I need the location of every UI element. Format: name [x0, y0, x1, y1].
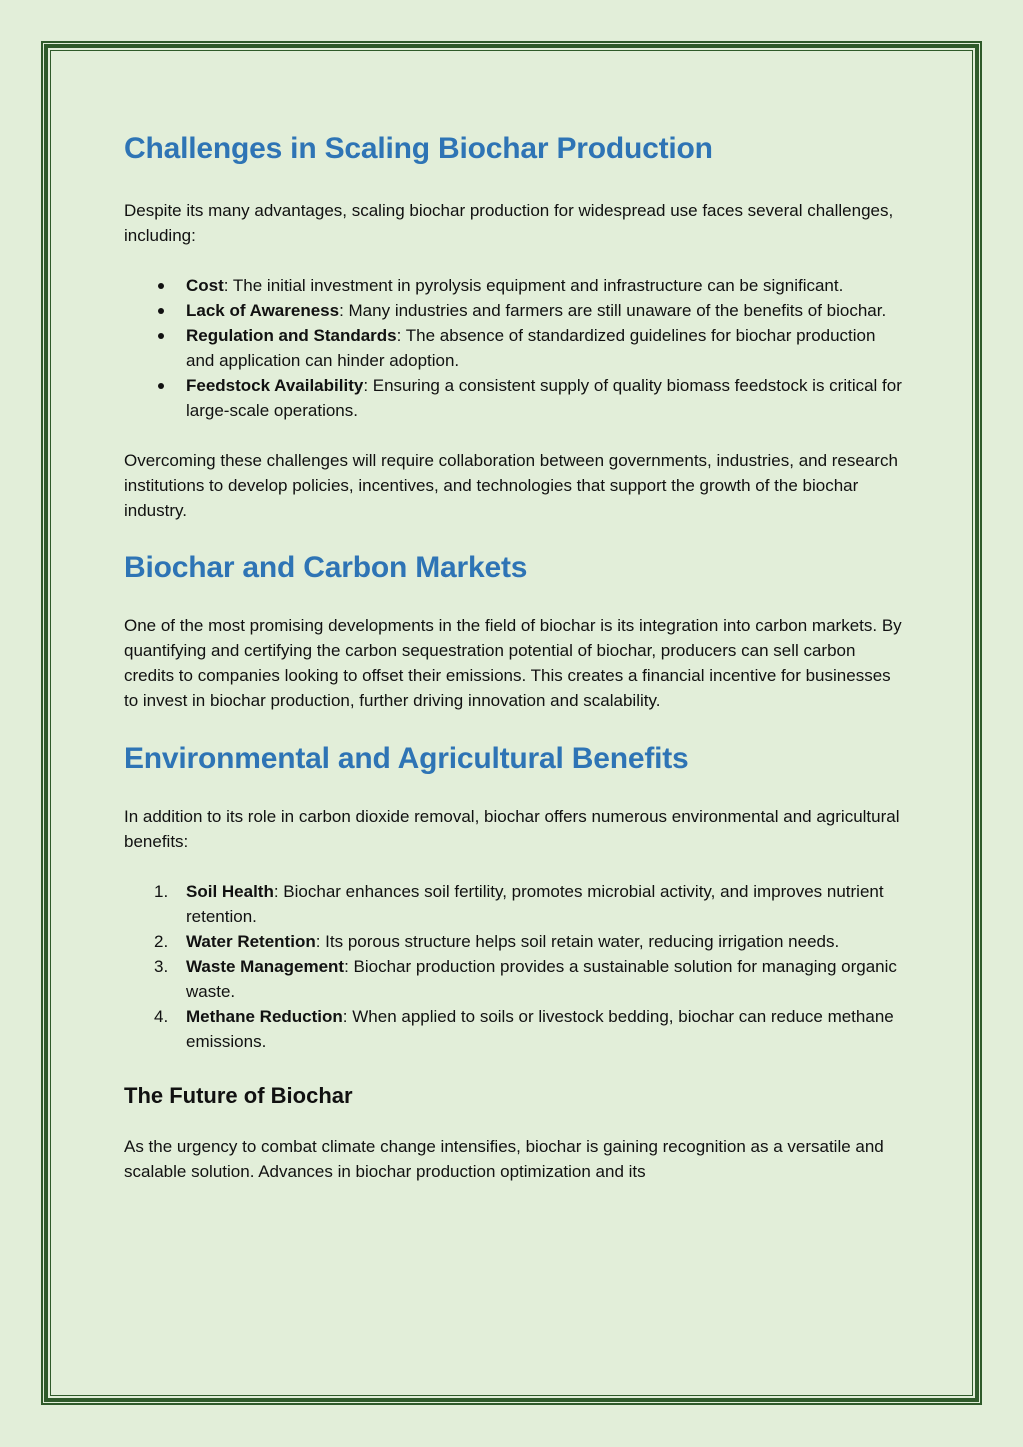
list-item-text: : Many industries and farmers are still unaware of the benefits of biochar. [339, 301, 887, 320]
benefits-intro: In addition to its role in carbon dioxide removal, biochar offers numerous environmental and agricultural benefits: [124, 807, 900, 851]
list-item-term: Cost [186, 276, 224, 295]
heading-future: The Future of Biochar [124, 1083, 353, 1108]
list-item-term: Water Retention [186, 932, 316, 951]
list-item [124, 273, 904, 298]
list-number: 2. [154, 932, 169, 951]
heading-benefits: Environmental and Agricultural Benefits [124, 742, 689, 775]
list-item-text: : The initial investment in pyrolysis equipment and infrastructure can be significant. [223, 276, 844, 295]
list-item [124, 929, 904, 954]
bullet-icon [158, 383, 164, 389]
benefits-list [124, 879, 904, 1054]
list-item-term: Methane Reduction [186, 1007, 343, 1026]
heading-challenges: Challenges in Scaling Biochar Production [124, 132, 713, 165]
heading-carbon-markets: Biochar and Carbon Markets [124, 551, 528, 584]
list-number: 1. [154, 882, 169, 901]
list-item-text: : When applied to soils or livestock bedding, biochar can reduce methane emissions. [186, 1007, 894, 1051]
list-item-term: Feedstock Availability [186, 376, 364, 395]
list-item-term: Lack of Awareness [186, 301, 340, 320]
list-item-text: : Biochar enhances soil fertility, promotes microbial activity, and improves nutrient retention. [186, 882, 884, 926]
list-item [124, 298, 904, 323]
challenges-list [124, 273, 904, 423]
carbon-markets-body: One of the most promising developments in the field of biochar is its integration into carbon markets. By quantifying and certifying the carbon sequestration potential of biochar, producers can sell carbon credits to companies looking to offset their emissions. This creates a financial incentive for businesses to invest in biochar production, further driving innovation and scalability. [124, 616, 902, 710]
list-item [124, 954, 904, 1004]
list-item-term: Soil Health [186, 882, 274, 901]
list-number: 3. [154, 957, 169, 976]
list-item-text: : Ensuring a consistent supply of quality biomass feedstock is critical for large-scale operations. [186, 376, 902, 420]
list-item [124, 373, 904, 423]
future-body: As the urgency to combat climate change intensifies, biochar is gaining recognition as a versatile and scalable solution. Advances in biochar production optimization and its [124, 1137, 884, 1181]
list-item [124, 1004, 904, 1054]
challenges-intro: Despite its many advantages, scaling biochar production for widespread use faces several challenges, including: [124, 201, 894, 245]
bullet-icon [158, 333, 164, 339]
list-item [124, 323, 904, 373]
document-body [124, 124, 904, 1184]
bullet-icon [158, 308, 164, 314]
list-item-text: : The absence of standardized guidelines for biochar production and application can hinder adoption. [186, 326, 876, 370]
list-item [124, 879, 904, 929]
bullet-icon [158, 283, 164, 289]
list-item-text: : Biochar production provides a sustainable solution for managing organic waste. [186, 957, 897, 1001]
list-item-term: Waste Management [186, 957, 345, 976]
list-number: 4. [154, 1007, 169, 1026]
list-item-term: Regulation and Standards [186, 326, 397, 345]
challenges-outro: Overcoming these challenges will require collaboration between governments, industries, and research institutions to develop policies, incentives, and technologies that support the growth of the biochar industry. [124, 451, 898, 520]
list-item-text: : Its porous structure helps soil retain water, reducing irrigation needs. [315, 932, 840, 951]
